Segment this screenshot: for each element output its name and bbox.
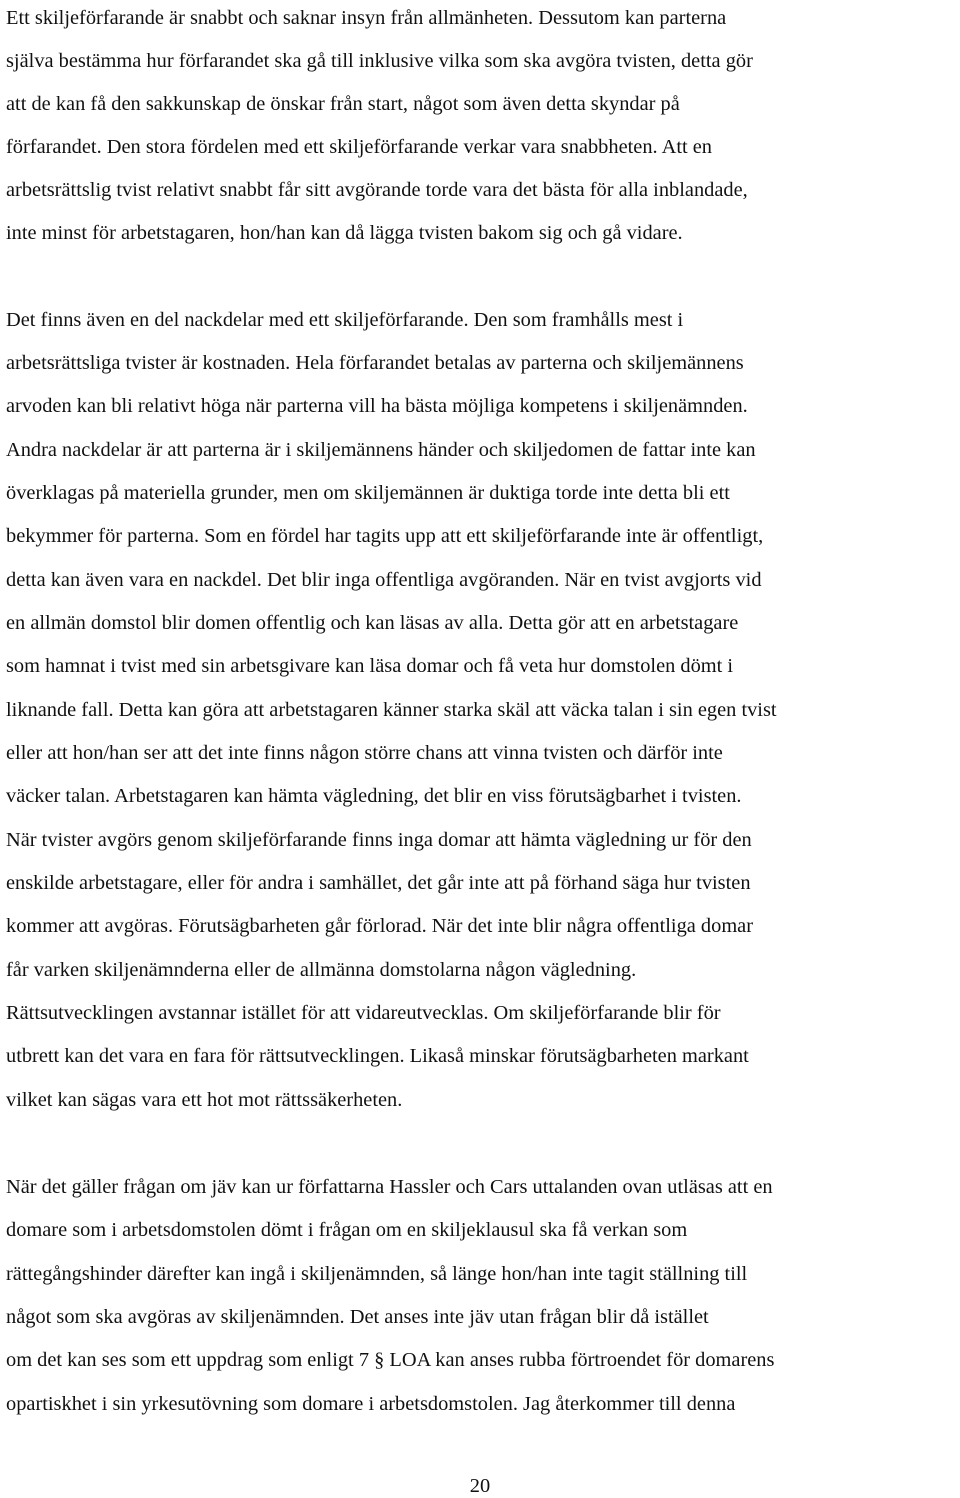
text-line: opartiskhet i sin yrkesutövning som domare i arbetsdomstolen. Jag återkommer till denna [6,1393,736,1415]
text-line: kommer att avgöras. Förutsägbarheten går förlorad. När det inte blir några offentliga domar [6,915,754,937]
text-line: överklagas på materiella grunder, men om skiljemännen är duktiga torde inte detta bli ett [6,482,730,504]
text-line: bekymmer för parterna. Som en fördel har tagits upp att ett skiljeförfarande inte är offentligt, [6,525,764,547]
text-line: att de kan få den sakkunskap de önskar från start, något som även detta skyndar på [6,93,680,115]
text-line: om det kan ses som ett uppdrag som enligt 7 § LOA kan anses rubba förtroendet för domarens [6,1349,775,1371]
text-line: väcker talan. Arbetstagaren kan hämta vägledning, det blir en viss förutsägbarhet i tvisten. [6,785,742,807]
text-line: eller att hon/han ser att det inte finns någon större chans att vinna tvisten och därför inte [6,742,723,764]
text-line: När det gäller frågan om jäv kan ur författarna Hassler och Cars uttalanden ovan utläsas att en [6,1176,773,1198]
text-line: domare som i arbetsdomstolen dömt i frågan om en skiljeklausul ska få verkan som [6,1219,688,1241]
text-line: När tvister avgörs genom skiljeförfarande finns inga domar att hämta vägledning ur för den [6,829,752,851]
text-line: arvoden kan bli relativt höga när parterna vill ha bästa möjliga kompetens i skiljenämnden. [6,395,748,417]
text-line: arbetsrättsliga tvister är kostnaden. Hela förfarandet betalas av parterna och skiljemännens [6,352,744,374]
page-number: 20 [469,1475,491,1497]
text-line: Andra nackdelar är att parterna är i skiljemännens händer och skiljedomen de fattar inte kan [6,439,756,461]
text-line: själva bestämma hur förfarandet ska gå till inklusive vilka som ska avgöra tvisten, detta gör [6,50,753,72]
text-line: detta kan även vara en nackdel. Det blir inga offentliga avgöranden. När en tvist avgjorts vid [6,569,762,591]
text-line: utbrett kan det vara en fara för rättsutvecklingen. Likaså minskar förutsägbarheten markant [6,1045,749,1067]
text-line: får varken skiljenämnderna eller de allmänna domstolarna någon vägledning. [6,959,637,981]
text-line: rättegångshinder därefter kan ingå i skiljenämnden, så länge hon/han inte tagit ställning till [6,1263,748,1285]
text-line: liknande fall. Detta kan göra att arbetstagaren känner starka skäl att väcka talan i sin egen tvist [6,699,777,721]
text-line: något som ska avgöras av skiljenämnden. Det anses inte jäv utan frågan blir då istället [6,1306,709,1328]
text-line: Rättsutvecklingen avstannar istället för att vidareutvecklas. Om skiljeförfarande blir för [6,1002,721,1024]
text-line: enskilde arbetstagare, eller för andra i samhället, det går inte att på förhand säga hur tvisten [6,872,751,894]
text-line: förfarandet. Den stora fördelen med ett skiljeförfarande verkar vara snabbheten. Att en [6,136,712,158]
text-line: Ett skiljeförfarande är snabbt och saknar insyn från allmänheten. Dessutom kan parterna [6,7,727,29]
text-line: som hamnat i tvist med sin arbetsgivare kan läsa domar och få veta hur domstolen dömt i [6,655,734,677]
text-line: inte minst för arbetstagaren, hon/han kan då lägga tvisten bakom sig och gå vidare. [6,222,683,244]
text-line: en allmän domstol blir domen offentlig och kan läsas av alla. Detta gör att en arbetstagare [6,612,739,634]
text-line: arbetsrättslig tvist relativt snabbt får sitt avgörande torde vara det bästa för alla inblandade, [6,179,748,201]
text-line: Det finns även en del nackdelar med ett skiljeförfarande. Den som framhålls mest i [6,309,684,331]
text-line: vilket kan sägas vara ett hot mot rättssäkerheten. [6,1089,403,1111]
